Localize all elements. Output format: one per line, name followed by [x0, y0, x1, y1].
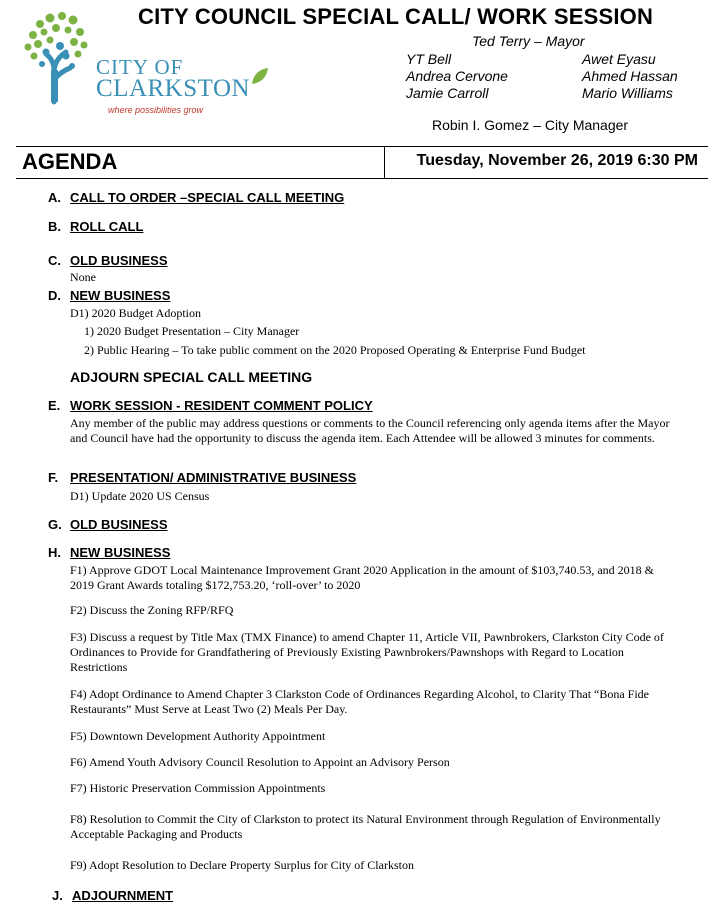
agenda-subitem: 1) 2020 Budget Presentation – City Manager	[84, 324, 300, 338]
section-title: OLD BUSINESS	[70, 253, 168, 268]
agenda-item: F1) Approve GDOT Local Maintenance Improvement Grant 2020 Application in the amount of $103,740.53, and 2018 & 2019 Grant Awards totaling $172,753.20, ‘roll-over’ to 2020	[70, 563, 654, 592]
agenda-item: F8) Resolution to Commit the City of Clarkston to protect its Natural Environment through Regulation of Environmentally Acceptable Packaging and Products	[70, 812, 661, 841]
section-letter: C.	[48, 253, 61, 268]
agenda-item: F4) Adopt Ordinance to Amend Chapter 3 Clarkston Code of Ordinances Regarding Alcohol, to Clarity That “Bona Fide Restaurants” Must Serve at Least Two (2) Meals Per Day.	[70, 687, 650, 716]
divider	[16, 146, 708, 147]
council-member: Jamie Carroll	[406, 85, 489, 101]
logo-clarkston: CLARKSTON	[96, 75, 251, 102]
section-letter: F.	[48, 470, 59, 485]
agenda-item: F6) Amend Youth Advisory Council Resolution to Appoint an Advisory Person	[70, 755, 450, 769]
council-member: Ahmed Hassan	[582, 68, 678, 84]
city-manager: Robin I. Gomez – City Manager	[432, 117, 629, 133]
agenda-heading: AGENDA	[22, 149, 118, 174]
agenda-item: F9) Adopt Resolution to Declare Property Surplus for City of Clarkston	[70, 858, 414, 872]
section-title: OLD BUSINESS	[70, 517, 168, 532]
agenda-subitem: 2) Public Hearing – To take public comment on the 2020 Proposed Operating & Enterprise Fund Budget	[84, 343, 586, 357]
meeting-date: Tuesday, November 26, 2019 6:30 PM	[416, 152, 698, 169]
logo-tagline: where possibilities grow	[108, 105, 204, 115]
council-member: Andrea Cervone	[406, 68, 508, 84]
page-title: CITY COUNCIL SPECIAL CALL/ WORK SESSION	[138, 4, 654, 29]
section-letter: B.	[48, 219, 61, 234]
council-member: Awet Eyasu	[582, 51, 656, 67]
logo-city-of: CITY OF	[96, 55, 184, 79]
section-letter: D.	[48, 288, 61, 303]
agenda-item: F3) Discuss a request by Title Max (TMX Finance) to amend Chapter 11, Article VII, Pawnbrokers, Clarkston City Code of Ordinances to Provide for Grandfathering of Previously Existing Pawnbrokers/Pawnshops with Regard to Location Restrictions	[70, 630, 664, 674]
leaf-icon	[250, 66, 270, 86]
section-letter: A.	[48, 190, 61, 205]
adjourn-special-call: ADJOURN SPECIAL CALL MEETING	[70, 369, 313, 385]
section-letter: J.	[52, 888, 63, 903]
agenda-item: D1) Update 2020 US Census	[70, 489, 210, 503]
section-title: NEW BUSINESS	[70, 288, 171, 303]
comment-policy-text: Any member of the public may address questions or comments to the Council referencing only agenda items after the Mayor and Council have had the opportunity to discuss the agenda item. Each Attendee will be allowed 3 minutes for comments.	[70, 416, 670, 445]
divider	[384, 147, 385, 178]
section-title: WORK SESSION - RESIDENT COMMENT POLICY	[70, 398, 373, 413]
section-title: CALL TO ORDER –SPECIAL CALL MEETING	[70, 190, 345, 205]
section-letter: G.	[48, 517, 62, 532]
section-letter: E.	[48, 398, 61, 413]
agenda-item: D1) 2020 Budget Adoption	[70, 306, 201, 320]
section-title: ADJOURNMENT	[72, 888, 174, 903]
tree-icon	[20, 10, 100, 105]
agenda-item: F5) Downtown Development Authority Appointment	[70, 729, 326, 743]
section-title: PRESENTATION/ ADMINISTRATIVE BUSINESS	[70, 470, 357, 485]
section-letter: H.	[48, 545, 61, 560]
council-member: Mario Williams	[582, 85, 673, 101]
agenda-item: F2) Discuss the Zoning RFP/RFQ	[70, 603, 234, 617]
agenda-item: F7) Historic Preservation Commission Appointments	[70, 781, 326, 795]
mayor-name: Ted Terry – Mayor	[472, 33, 585, 49]
section-note: None	[70, 270, 96, 284]
divider	[16, 178, 708, 179]
council-member: YT Bell	[406, 51, 452, 67]
section-title: ROLL CALL	[70, 219, 144, 234]
section-title: NEW BUSINESS	[70, 545, 171, 560]
